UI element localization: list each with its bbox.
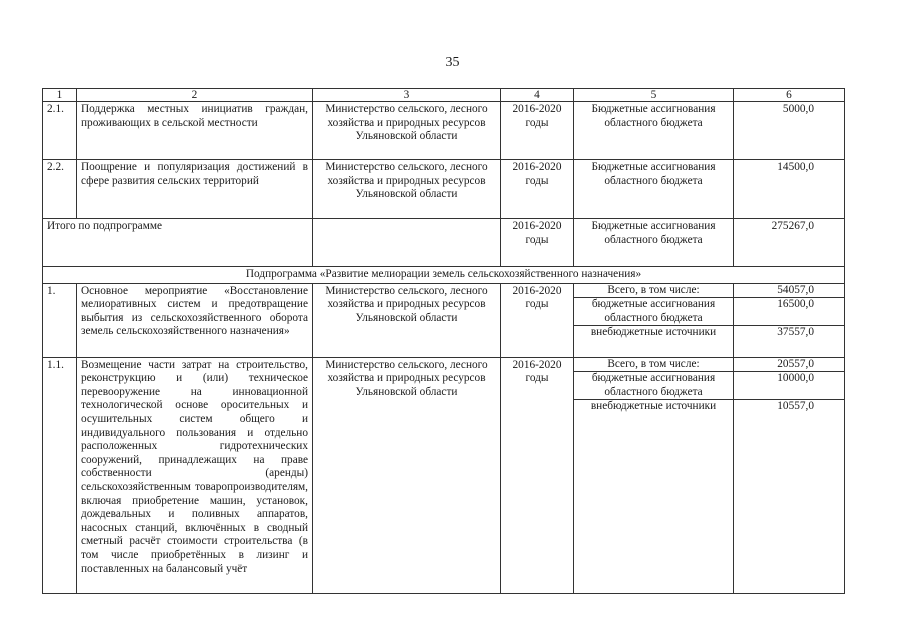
amount-budget: 10000,0 xyxy=(734,372,844,400)
column-number-header: 3 xyxy=(313,89,501,102)
amounts xyxy=(734,283,845,357)
table-row xyxy=(43,357,845,593)
amount-extrabudget: 37557,0 xyxy=(777,326,814,339)
page-number: 35 xyxy=(445,55,460,70)
row-number: 2.1. xyxy=(43,102,77,160)
section-row xyxy=(43,267,845,284)
funding-sources xyxy=(574,357,734,593)
funding-source: Бюджетные ассигнования областного бюджета xyxy=(574,160,734,219)
column-number-header: 2 xyxy=(77,89,313,102)
funding-source-total: Всего, в том числе: xyxy=(574,358,733,373)
funding-source-total: Всего, в том числе: xyxy=(574,284,733,299)
total-period: 2016-2020 годы xyxy=(501,219,574,267)
funding-source-extrabudget: внебюджетные источники xyxy=(590,400,717,413)
row-number: 1.1. xyxy=(43,357,77,593)
period: 2016-2020 годы xyxy=(501,102,574,160)
total-label: Итого по подпрограмме xyxy=(43,219,313,267)
column-number-header: 1 xyxy=(43,89,77,102)
executor: Министерство сельского, лесного хозяйства и природных ресурсов Ульяновской области xyxy=(313,283,501,357)
measure-name: Поддержка местных инициатив граждан, проживающих в сельской местности xyxy=(77,102,313,160)
column-number-header: 5 xyxy=(574,89,734,102)
table-row xyxy=(43,160,845,219)
funding-source-extrabudget: внебюджетные источники xyxy=(590,326,717,339)
executor: Министерство сельского, лесного хозяйства и природных ресурсов Ульяновской области xyxy=(313,357,501,593)
measure-name: Основное мероприятие «Восстановление мелиоративных систем и предотвращение выбытия из сельскохозяйственного оборота земель сельскохозяйственного назначения» xyxy=(77,283,313,357)
column-number-header: 6 xyxy=(734,89,845,102)
period: 2016-2020 годы xyxy=(501,283,574,357)
executor: Министерство сельского, лесного хозяйства и природных ресурсов Ульяновской области xyxy=(313,160,501,219)
row-number: 1. xyxy=(43,283,77,357)
funding-source: Бюджетные ассигнования областного бюджета xyxy=(574,102,734,160)
period: 2016-2020 годы xyxy=(501,160,574,219)
executor: Министерство сельского, лесного хозяйства и природных ресурсов Ульяновской области xyxy=(313,102,501,160)
total-executor-empty xyxy=(313,219,501,267)
row-number: 2.2. xyxy=(43,160,77,219)
amount-total: 20557,0 xyxy=(734,358,844,373)
funding-source-budget: бюджетные ассигнования областного бюджета xyxy=(574,372,733,400)
period: 2016-2020 годы xyxy=(501,357,574,593)
amounts xyxy=(734,357,845,593)
amount: 5000,0 xyxy=(734,102,845,160)
measure-name: Поощрение и популяризация достижений в сфере развития сельских территорий xyxy=(77,160,313,219)
funding-source-budget: бюджетные ассигнования областного бюджета xyxy=(574,298,733,326)
total-amount: 275267,0 xyxy=(734,219,845,267)
amount: 14500,0 xyxy=(734,160,845,219)
total-funding-source: Бюджетные ассигнования областного бюджета xyxy=(574,219,734,267)
measure-name: Возмещение части затрат на строительство, реконструкцию и (или) техническое перевооружение на инновационной технологической основе оросительных и осушительных систем общего и индивидуального пользования и отдельно расположенных гидротехнических сооружений, принадлежащих на праве собственности (аренды) сельскохозяйственным товаропроизводителям, включая приобретение машин, установок, дождевальных и поливных аппаратов, насосных станций, включённых в сводный сметный расчёт стоимости строительства (в том числе приобретённых в лизинг и поставленных на балансовый учёт xyxy=(77,357,313,593)
table-row xyxy=(43,283,845,357)
table-header-row xyxy=(43,89,845,102)
amount-budget: 16500,0 xyxy=(734,298,844,326)
measures-table xyxy=(42,88,845,594)
total-row xyxy=(43,219,845,267)
column-number-header: 4 xyxy=(501,89,574,102)
amount-total: 54057,0 xyxy=(734,284,844,299)
table-row xyxy=(43,102,845,160)
subprogram-title: Подпрограмма «Развитие мелиорации земель сельскохозяйственного назначения» xyxy=(43,267,845,284)
amount-extrabudget: 10557,0 xyxy=(777,400,814,413)
funding-sources xyxy=(574,283,734,357)
